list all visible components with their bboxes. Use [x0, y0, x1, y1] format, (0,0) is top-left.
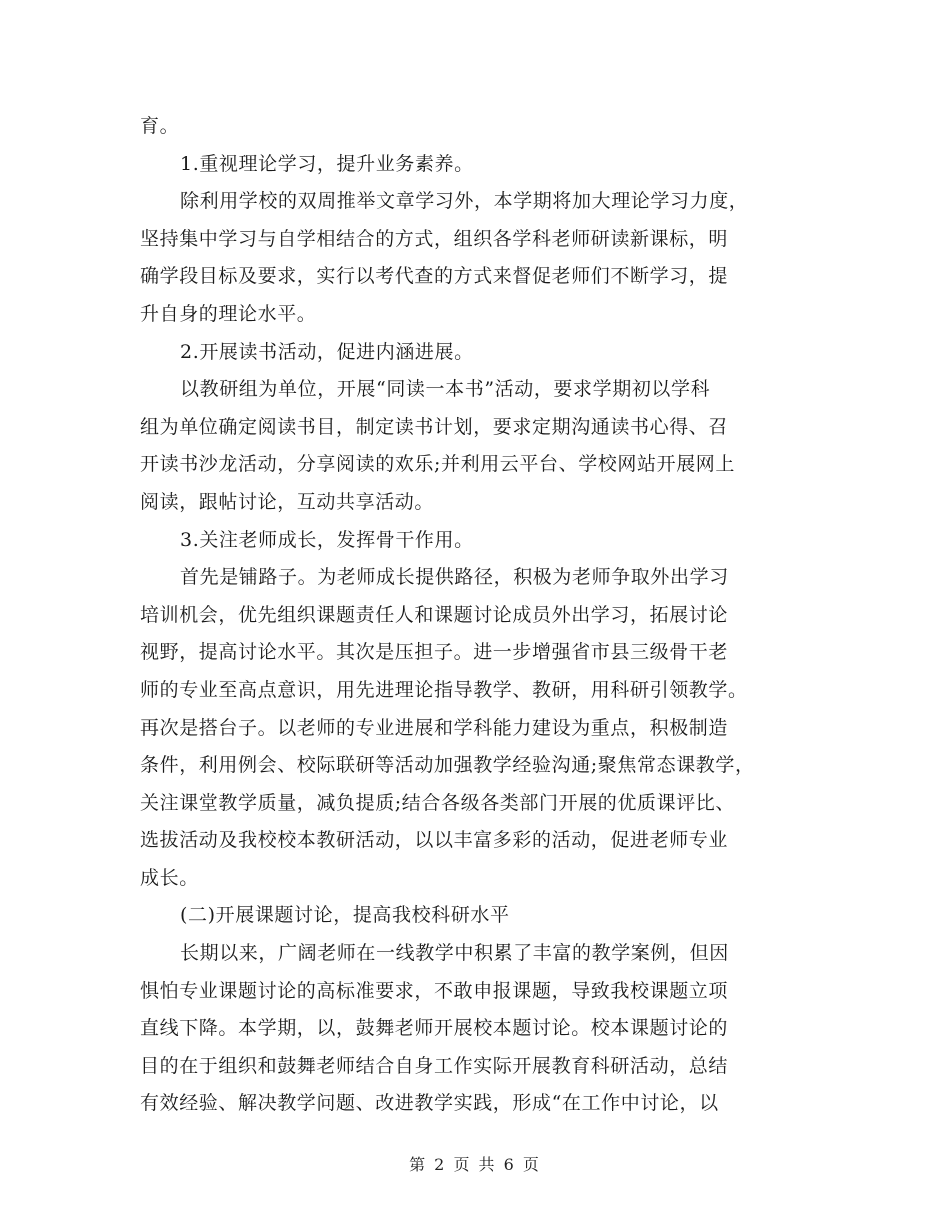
text-line: 育。 — [140, 115, 180, 137]
text-line: 确学段目标及要求，实行以考代查的方式来督促老师们不断学习，提 — [140, 265, 729, 288]
text-line: 选拔活动及我校校本教研活动，以以丰富多彩的活动，促进老师专业 — [140, 829, 729, 852]
text-line: 坚持集中学习与自学相结合的方式，组织各学科老师研读新课标，明 — [140, 227, 729, 250]
text-line: 培训机会，优先组织课题责任人和课题讨论成员外出学习，拓展讨论 — [140, 603, 729, 626]
page-footer: 第 2 页 共 6 页 — [409, 1155, 541, 1174]
text-line: 阅读，跟帖讨论，互动共享活动。 — [140, 490, 435, 513]
text-line: 直线下降。本学期，以，鼓舞老师开展校本题讨论。校本课题讨论的 — [140, 1017, 729, 1040]
text-line: 再次是搭台子。以老师的专业进展和学科能力建设为重点，积极制造 — [140, 716, 729, 739]
text-line: 关注课堂教学质量，减负提质;结合各级各类部门开展的优质课评比、 — [140, 791, 736, 814]
text-line: 目的在于组织和鼓舞老师结合自身工作实际开展教育科研活动，总结 — [140, 1054, 729, 1077]
text-line: 长期以来，广阔老师在一线教学中积累了丰富的教学案例，但因 — [180, 942, 729, 965]
text-line: 组为单位确定阅读书目，制定读书计划，要求定期沟通读书心得、召 — [140, 415, 729, 438]
text-line: 开读书沙龙活动，分享阅读的欢乐;并利用云平台、学校网站开展网上 — [140, 453, 736, 476]
text-line: (二)开展课题讨论，提高我校科研水平 — [180, 904, 510, 927]
text-line: 除利用学校的双周推举文章学习外，本学期将加大理论学习力度， — [180, 190, 749, 213]
text-line: 成长。 — [140, 866, 199, 889]
text-line: 师的专业至高点意识，用先进理论指导教学、教研，用科研引领教学。 — [140, 678, 748, 701]
text-line: 1.重视理论学习，提升业务素养。 — [180, 152, 474, 175]
text-line: 3.关注老师成长，发挥骨干作用。 — [180, 528, 474, 551]
text-line: 视野，提高讨论水平。其次是压担子。进一步增强省市县三级骨干老 — [140, 641, 729, 664]
text-line: 有效经验、解决教学问题、改进教学实践，形成“在工作中讨论，以 — [140, 1092, 719, 1115]
document-body — [140, 108, 810, 1123]
text-line: 惧怕专业课题讨论的高标准要求，不敢申报课题，导致我校课题立项 — [140, 979, 729, 1002]
text-line: 首先是铺路子。为老师成长提供路径，积极为老师争取外出学习 — [180, 566, 729, 589]
text-line: 升自身的理论水平。 — [140, 302, 317, 325]
text-line: 2.开展读书活动，促进内涵进展。 — [180, 340, 474, 363]
text-line: 条件，利用例会、校际联研等活动加强教学经验沟通;聚焦常态课教学， — [140, 754, 755, 777]
text-line: 以教研组为单位，开展“同读一本书”活动，要求学期初以学科 — [180, 378, 711, 401]
